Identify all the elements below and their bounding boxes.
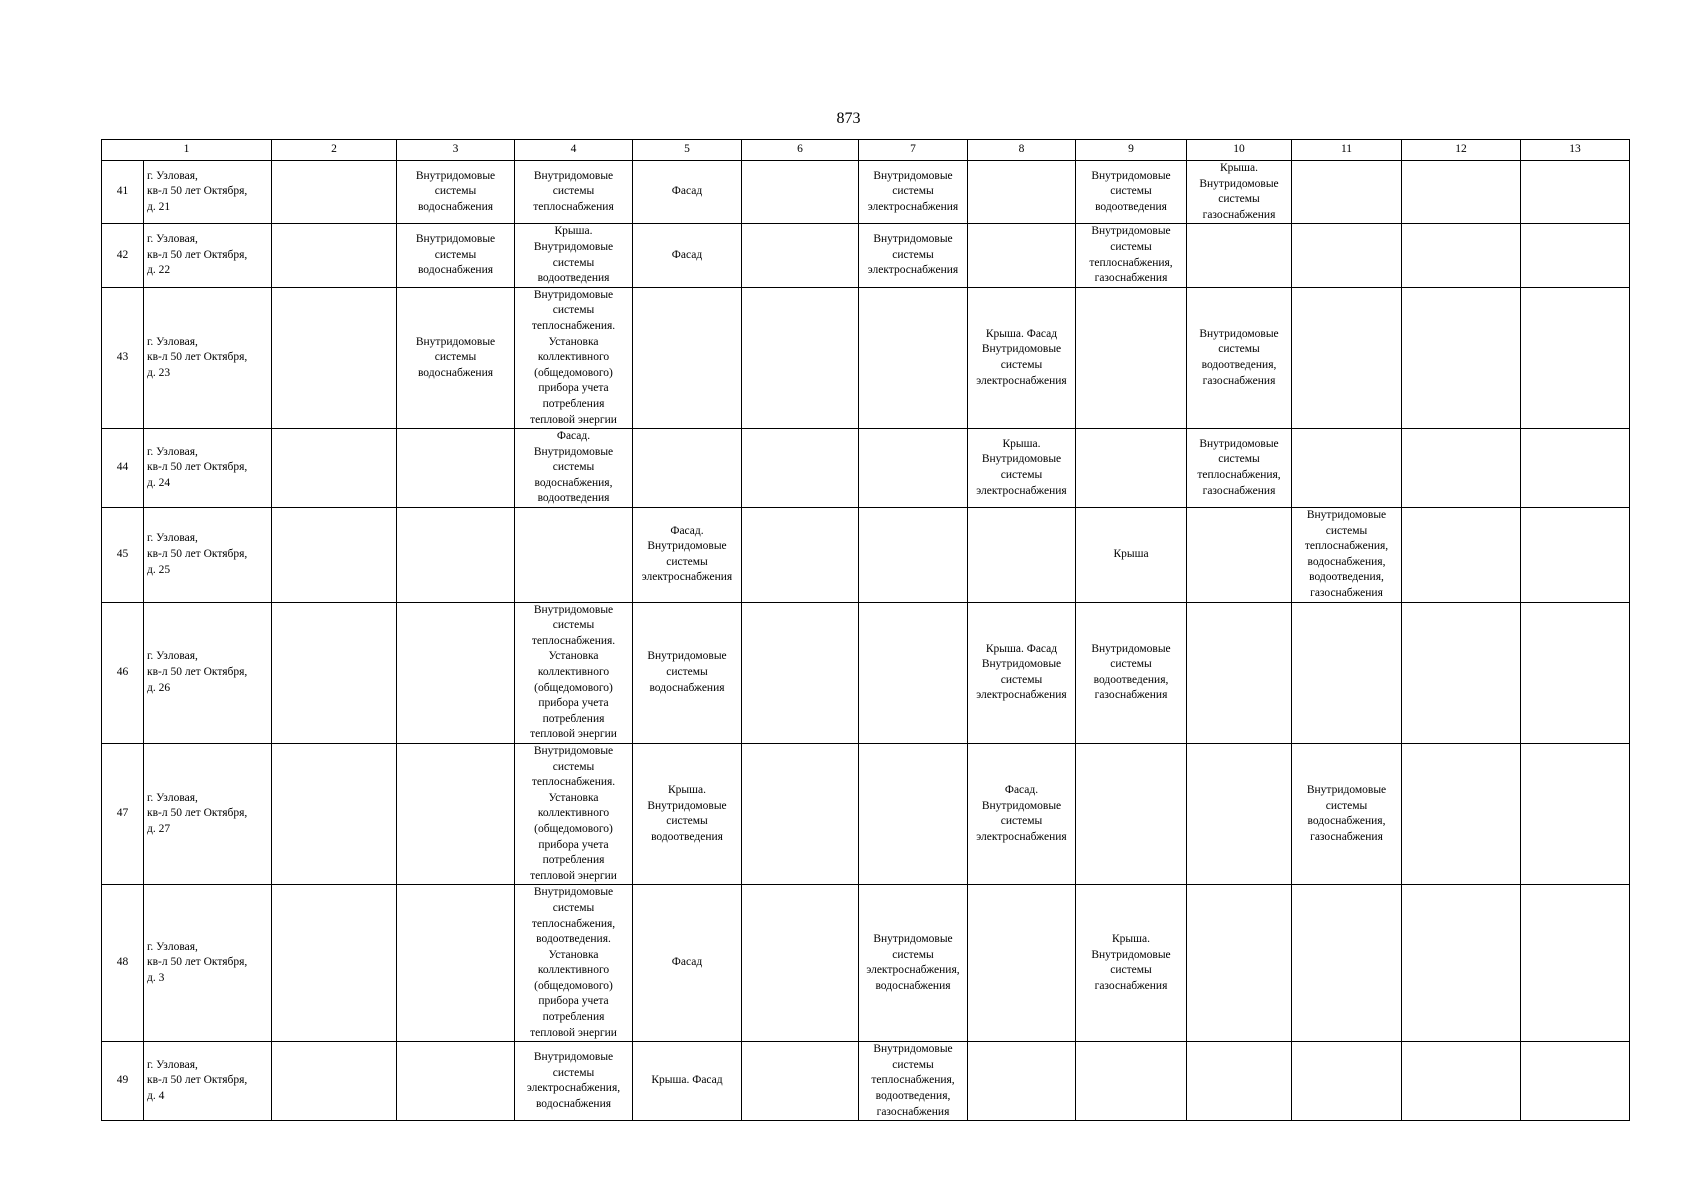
work-cell-col-12 (1402, 508, 1521, 603)
row-number: 48 (102, 885, 144, 1042)
work-cell-col-12 (1402, 885, 1521, 1042)
column-header: 6 (742, 140, 859, 161)
work-cell-col-9: Внутридомовые системы водоотведения, газоснабжения (1076, 602, 1187, 743)
work-cell-col-2 (272, 161, 397, 224)
column-header: 8 (968, 140, 1076, 161)
work-cell-col-10: Внутридомовые системы теплоснабжения, газоснабжения (1187, 429, 1292, 508)
work-cell-col-2 (272, 287, 397, 428)
work-cell-col-10 (1187, 743, 1292, 884)
address-cell: г. Узловая, кв-л 50 лет Октября, д. 26 (144, 602, 272, 743)
work-cell-col-7 (859, 287, 968, 428)
work-cell-col-7: Внутридомовые системы электроснабжения, водоснабжения (859, 885, 968, 1042)
column-header: 13 (1521, 140, 1630, 161)
row-number: 47 (102, 743, 144, 884)
work-cell-col-12 (1402, 602, 1521, 743)
work-cell-col-10 (1187, 224, 1292, 287)
work-cell-col-10 (1187, 508, 1292, 603)
column-header: 12 (1402, 140, 1521, 161)
work-cell-col-4: Внутридомовые системы теплоснабжения, водоотведения. Установка коллективного (общедомового) прибора учета потребления тепловой энергии (515, 885, 633, 1042)
work-cell-col-8 (968, 224, 1076, 287)
work-cell-col-8 (968, 161, 1076, 224)
work-cell-col-3 (397, 885, 515, 1042)
work-cell-col-13 (1521, 1042, 1630, 1121)
row-number: 41 (102, 161, 144, 224)
work-cell-col-3 (397, 429, 515, 508)
work-cell-col-7 (859, 429, 968, 508)
work-cell-col-13 (1521, 508, 1630, 603)
work-cell-col-6 (742, 287, 859, 428)
address-cell: г. Узловая, кв-л 50 лет Октября, д. 22 (144, 224, 272, 287)
work-cell-col-9 (1076, 743, 1187, 884)
work-cell-col-6 (742, 602, 859, 743)
row-number: 46 (102, 602, 144, 743)
table-row (102, 885, 1630, 1042)
row-number: 43 (102, 287, 144, 428)
work-cell-col-8 (968, 508, 1076, 603)
column-header: 5 (633, 140, 742, 161)
work-cell-col-6 (742, 429, 859, 508)
work-cell-col-8: Фасад. Внутридомовые системы электроснабжения (968, 743, 1076, 884)
work-cell-col-8: Крыша. Внутридомовые системы электроснабжения (968, 429, 1076, 508)
work-cell-col-9: Внутридомовые системы теплоснабжения, газоснабжения (1076, 224, 1187, 287)
address-cell: г. Узловая, кв-л 50 лет Октября, д. 24 (144, 429, 272, 508)
work-cell-col-11 (1292, 429, 1402, 508)
work-cell-col-6 (742, 743, 859, 884)
header-row (102, 140, 1630, 161)
work-cell-col-11 (1292, 287, 1402, 428)
work-cell-col-3: Внутридомовые системы водоснабжения (397, 287, 515, 428)
address-cell: г. Узловая, кв-л 50 лет Октября, д. 23 (144, 287, 272, 428)
column-header: 2 (272, 140, 397, 161)
work-cell-col-4: Фасад. Внутридомовые системы водоснабжения, водоотведения (515, 429, 633, 508)
work-cell-col-7 (859, 508, 968, 603)
work-cell-col-4 (515, 508, 633, 603)
work-cell-col-8 (968, 1042, 1076, 1121)
table-row (102, 429, 1630, 508)
work-cell-col-3 (397, 508, 515, 603)
work-cell-col-5: Крыша. Фасад (633, 1042, 742, 1121)
work-cell-col-12 (1402, 743, 1521, 884)
work-cell-col-10 (1187, 885, 1292, 1042)
work-cell-col-5: Фасад (633, 161, 742, 224)
work-cell-col-9: Крыша. Внутридомовые системы газоснабжения (1076, 885, 1187, 1042)
address-cell: г. Узловая, кв-л 50 лет Октября, д. 4 (144, 1042, 272, 1121)
work-cell-col-3: Внутридомовые системы водоснабжения (397, 224, 515, 287)
repair-schedule-table (101, 139, 1630, 1121)
table-row (102, 161, 1630, 224)
work-cell-col-11 (1292, 885, 1402, 1042)
work-cell-col-7 (859, 743, 968, 884)
work-cell-col-5: Фасад (633, 224, 742, 287)
work-cell-col-10: Крыша. Внутридомовые системы газоснабжения (1187, 161, 1292, 224)
column-header: 3 (397, 140, 515, 161)
column-header: 10 (1187, 140, 1292, 161)
work-cell-col-8: Крыша. Фасад Внутридомовые системы электроснабжения (968, 287, 1076, 428)
work-cell-col-5 (633, 429, 742, 508)
work-cell-col-11: Внутридомовые системы водоснабжения, газоснабжения (1292, 743, 1402, 884)
work-cell-col-13 (1521, 161, 1630, 224)
work-cell-col-4: Внутридомовые системы теплоснабжения. Установка коллективного (общедомового) прибора учета потребления тепловой энергии (515, 287, 633, 428)
work-cell-col-11 (1292, 161, 1402, 224)
work-cell-col-8: Крыша. Фасад Внутридомовые системы электроснабжения (968, 602, 1076, 743)
work-cell-col-13 (1521, 743, 1630, 884)
work-cell-col-13 (1521, 224, 1630, 287)
work-cell-col-6 (742, 1042, 859, 1121)
work-cell-col-11 (1292, 224, 1402, 287)
table-row (102, 1042, 1630, 1121)
table-row (102, 287, 1630, 428)
table-row (102, 508, 1630, 603)
work-cell-col-3 (397, 743, 515, 884)
work-cell-col-5: Фасад. Внутридомовые системы электроснабжения (633, 508, 742, 603)
work-cell-col-6 (742, 885, 859, 1042)
table-row (102, 743, 1630, 884)
work-cell-col-9: Внутридомовые системы водоотведения (1076, 161, 1187, 224)
work-cell-col-10 (1187, 1042, 1292, 1121)
row-number: 44 (102, 429, 144, 508)
work-cell-col-7: Внутридомовые системы электроснабжения (859, 161, 968, 224)
address-cell: г. Узловая, кв-л 50 лет Октября, д. 25 (144, 508, 272, 603)
work-cell-col-4: Крыша. Внутридомовые системы водоотведения (515, 224, 633, 287)
work-cell-col-4: Внутридомовые системы теплоснабжения (515, 161, 633, 224)
work-cell-col-5 (633, 287, 742, 428)
work-cell-col-5: Фасад (633, 885, 742, 1042)
column-header: 11 (1292, 140, 1402, 161)
row-number: 42 (102, 224, 144, 287)
work-cell-col-11: Внутридомовые системы теплоснабжения, водоснабжения, водоотведения, газоснабжения (1292, 508, 1402, 603)
work-cell-col-12 (1402, 161, 1521, 224)
row-number: 49 (102, 1042, 144, 1121)
page-number: 873 (836, 110, 861, 127)
work-cell-col-3 (397, 602, 515, 743)
work-cell-col-7 (859, 602, 968, 743)
work-cell-col-13 (1521, 429, 1630, 508)
column-header: 1 (102, 140, 272, 161)
work-cell-col-7: Внутридомовые системы электроснабжения (859, 224, 968, 287)
work-cell-col-2 (272, 429, 397, 508)
work-cell-col-7: Внутридомовые системы теплоснабжения, водоотведения, газоснабжения (859, 1042, 968, 1121)
work-cell-col-4: Внутридомовые системы теплоснабжения. Установка коллективного (общедомового) прибора учета потребления тепловой энергии (515, 743, 633, 884)
table-row (102, 224, 1630, 287)
work-cell-col-10: Внутридомовые системы водоотведения, газоснабжения (1187, 287, 1292, 428)
work-cell-col-9 (1076, 429, 1187, 508)
work-cell-col-5: Внутридомовые системы водоснабжения (633, 602, 742, 743)
work-cell-col-3 (397, 1042, 515, 1121)
work-cell-col-13 (1521, 287, 1630, 428)
column-header: 4 (515, 140, 633, 161)
work-cell-col-2 (272, 743, 397, 884)
work-cell-col-8 (968, 885, 1076, 1042)
work-cell-col-11 (1292, 602, 1402, 743)
work-cell-col-4: Внутридомовые системы электроснабжения, водоснабжения (515, 1042, 633, 1121)
work-cell-col-6 (742, 161, 859, 224)
work-cell-col-9 (1076, 1042, 1187, 1121)
work-cell-col-5: Крыша. Внутридомовые системы водоотведения (633, 743, 742, 884)
address-cell: г. Узловая, кв-л 50 лет Октября, д. 27 (144, 743, 272, 884)
work-cell-col-2 (272, 224, 397, 287)
table-row (102, 602, 1630, 743)
work-cell-col-13 (1521, 602, 1630, 743)
work-cell-col-2 (272, 885, 397, 1042)
work-cell-col-13 (1521, 885, 1630, 1042)
column-header: 7 (859, 140, 968, 161)
work-cell-col-12 (1402, 429, 1521, 508)
work-cell-col-12 (1402, 224, 1521, 287)
work-cell-col-9: Крыша (1076, 508, 1187, 603)
work-cell-col-2 (272, 1042, 397, 1121)
row-number: 45 (102, 508, 144, 603)
work-cell-col-4: Внутридомовые системы теплоснабжения. Установка коллективного (общедомового) прибора учета потребления тепловой энергии (515, 602, 633, 743)
address-cell: г. Узловая, кв-л 50 лет Октября, д. 21 (144, 161, 272, 224)
work-cell-col-12 (1402, 287, 1521, 428)
work-cell-col-10 (1187, 602, 1292, 743)
work-cell-col-11 (1292, 1042, 1402, 1121)
work-cell-col-3: Внутридомовые системы водоснабжения (397, 161, 515, 224)
work-cell-col-6 (742, 224, 859, 287)
work-cell-col-12 (1402, 1042, 1521, 1121)
column-header: 9 (1076, 140, 1187, 161)
work-cell-col-2 (272, 508, 397, 603)
work-cell-col-6 (742, 508, 859, 603)
work-cell-col-2 (272, 602, 397, 743)
work-cell-col-9 (1076, 287, 1187, 428)
address-cell: г. Узловая, кв-л 50 лет Октября, д. 3 (144, 885, 272, 1042)
